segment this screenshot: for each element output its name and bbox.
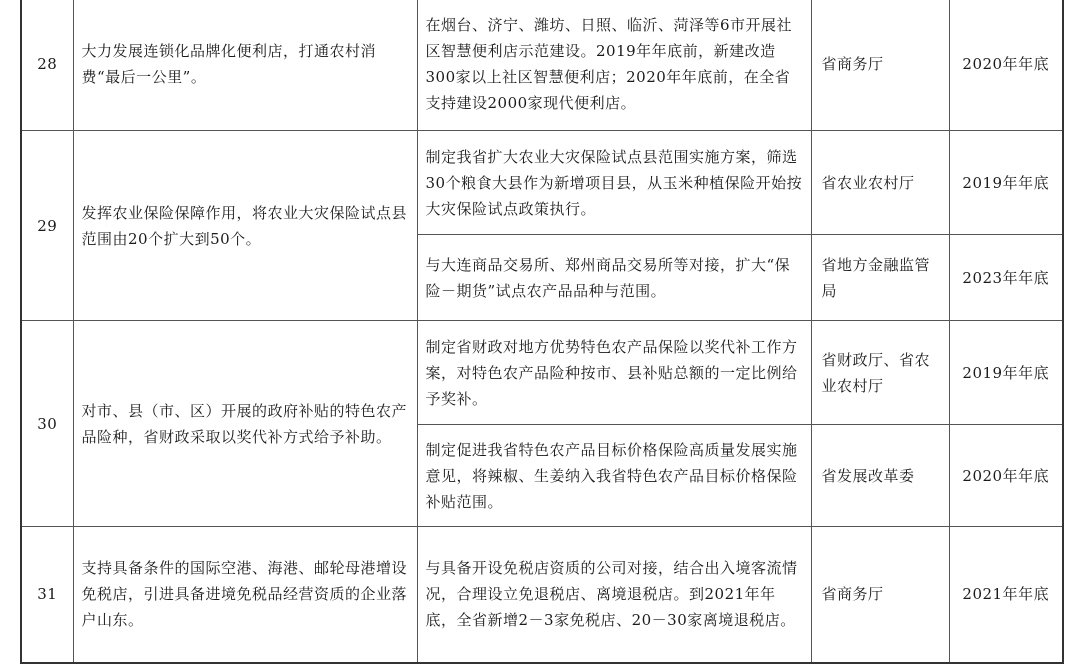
task-cell: 支持具备条件的国际空港、海港、邮轮母港增设免税店，引进具备进境免税品经营资质的企业落户山东。 <box>73 527 417 663</box>
measure-cell: 制定我省扩大农业大灾保险试点县范围实施方案，筛选30个粮食大县作为新增项目县，从玉米种植保险开始按大灾保险试点政策执行。 <box>417 131 811 235</box>
measure-cell: 在烟台、济宁、潍坊、日照、临沂、菏泽等6市开展社区智慧便利店示范建设。2019年年底前，新建改造300家以上社区智慧便利店；2020年年底前，在全省支持建设2000家现代便利店。 <box>417 0 811 131</box>
table-row <box>21 321 1063 425</box>
deadline-cell: 2019年年底 <box>949 321 1063 425</box>
table-row <box>21 527 1063 663</box>
row-number: 29 <box>21 131 73 321</box>
row-number: 31 <box>21 527 73 663</box>
deadline-cell: 2020年年底 <box>949 425 1063 527</box>
agency-cell: 省农业农村厅 <box>811 131 949 235</box>
agency-cell: 省发展改革委 <box>811 425 949 527</box>
agency-cell: 省商务厅 <box>811 527 949 663</box>
measure-cell: 与大连商品交易所、郑州商品交易所等对接，扩大“保险－期货”试点农产品品种与范围。 <box>417 235 811 321</box>
deadline-cell: 2019年年底 <box>949 131 1063 235</box>
agency-cell: 省地方金融监管局 <box>811 235 949 321</box>
measure-cell: 制定促进我省特色农产品目标价格保险高质量发展实施意见，将辣椒、生姜纳入我省特色农产品目标价格保险补贴范围。 <box>417 425 811 527</box>
deadline-cell: 2021年年底 <box>949 527 1063 663</box>
task-cell: 发挥农业保险保障作用，将农业大灾保险试点县范围由20个扩大到50个。 <box>73 131 417 321</box>
measure-cell: 与具备开设免税店资质的公司对接，结合出入境客流情况，合理设立免退税店、离境退税店。到2021年年底，全省新增2－3家免税店、20－30家离境退税店。 <box>417 527 811 663</box>
deadline-cell: 2020年年底 <box>949 0 1063 131</box>
agency-cell: 省财政厅、省农业农村厅 <box>811 321 949 425</box>
table-row <box>21 0 1063 131</box>
measure-cell: 制定省财政对地方优势特色农产品保险以奖代补工作方案，对特色农产品险种按市、县补贴总额的一定比例给予奖补。 <box>417 321 811 425</box>
task-cell: 大力发展连锁化品牌化便利店，打通农村消费“最后一公里”。 <box>73 0 417 131</box>
row-number: 30 <box>21 321 73 527</box>
row-number: 28 <box>21 0 73 131</box>
deadline-cell: 2023年年底 <box>949 235 1063 321</box>
policy-table <box>20 0 1064 664</box>
agency-cell: 省商务厅 <box>811 0 949 131</box>
table-row <box>21 131 1063 235</box>
task-cell: 对市、县（市、区）开展的政府补贴的特色农产品险种，省财政采取以奖代补方式给予补助。 <box>73 321 417 527</box>
